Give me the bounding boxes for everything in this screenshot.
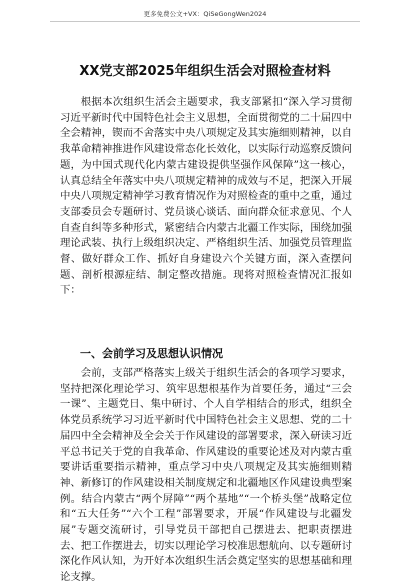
section-heading: 一、会前学习及思想认识情况 — [80, 347, 223, 360]
section-body-paragraph: 会前，支部严格落实上级关于组织生活会的各项学习要求，坚持把深化理论学习、筑牢思想根基作为首要任务，通过“三会一课”、主题党日、集中研讨、个人自学相结合的形式，组织全体党员系统学习习近平新时代中国特色社会主义思想、党的二十届四中全会精神及全会关于作风建设的部署要求，深入研读习近平总书记关于党的自我革命、作风建设的重要论述及对内蒙古重要讲话重要指示精神，重点学习中央八项规定及其实施细则精神、新修订的作风建设相关制度规定和北疆地区作风建设典型案例。结合内蒙古“两个屏障”“两个基地”“一个桥头堡”战略定位和“五大任务”“六个工程”部署要求，开展“作风建设与北疆发展”专题交流研讨，引导党员干部把自己摆进去、把职责摆进去、把工作摆进去，切实以理论学习校准思想航向、以专题研讨深化作风认知，为开好本次组织生活会奠定坚实的思想基础和理论支撑。 — [60, 367, 352, 584]
header-divider — [50, 21, 360, 22]
header-note: 更多免费公文+VX：QiSeGongWen2024 — [143, 10, 267, 18]
document-title: XX党支部2025年组织生活会对照检查材料 — [79, 64, 331, 79]
intro-paragraph: 根据本次组织生活会主题要求，我支部紧扣“深入学习贯彻习近平新时代中国特色社会主义思想，全面贯彻党的二十届四中全会精神，锲而不舍落实中央八项规定及其实施细则精神，以自我革命精神推进作风建设常态化长效化，以实际行动巡察反馈问题，为中国式现代化内蒙古建设提供坚强作风保障”这一核心，认真总结全年落实中央八项规定精神的成效与不足，把深入开展中央八项规定精神学习教育情况作为对照检查的重中之重，通过支部委员会专题研讨、党员谈心谈话、面向群众征求意见、个人自查自纠等多种形式，紧密结合内蒙古北疆工作实际，围绕加强理论武装、执行上级组织决定、严格组织生活、加强党员管理监督、做好群众工作、抓好自身建设六个关键方面，深入查摆问题、剖析根源症结、制定整改措施。现将对照检查情况汇报如下： — [60, 96, 352, 297]
